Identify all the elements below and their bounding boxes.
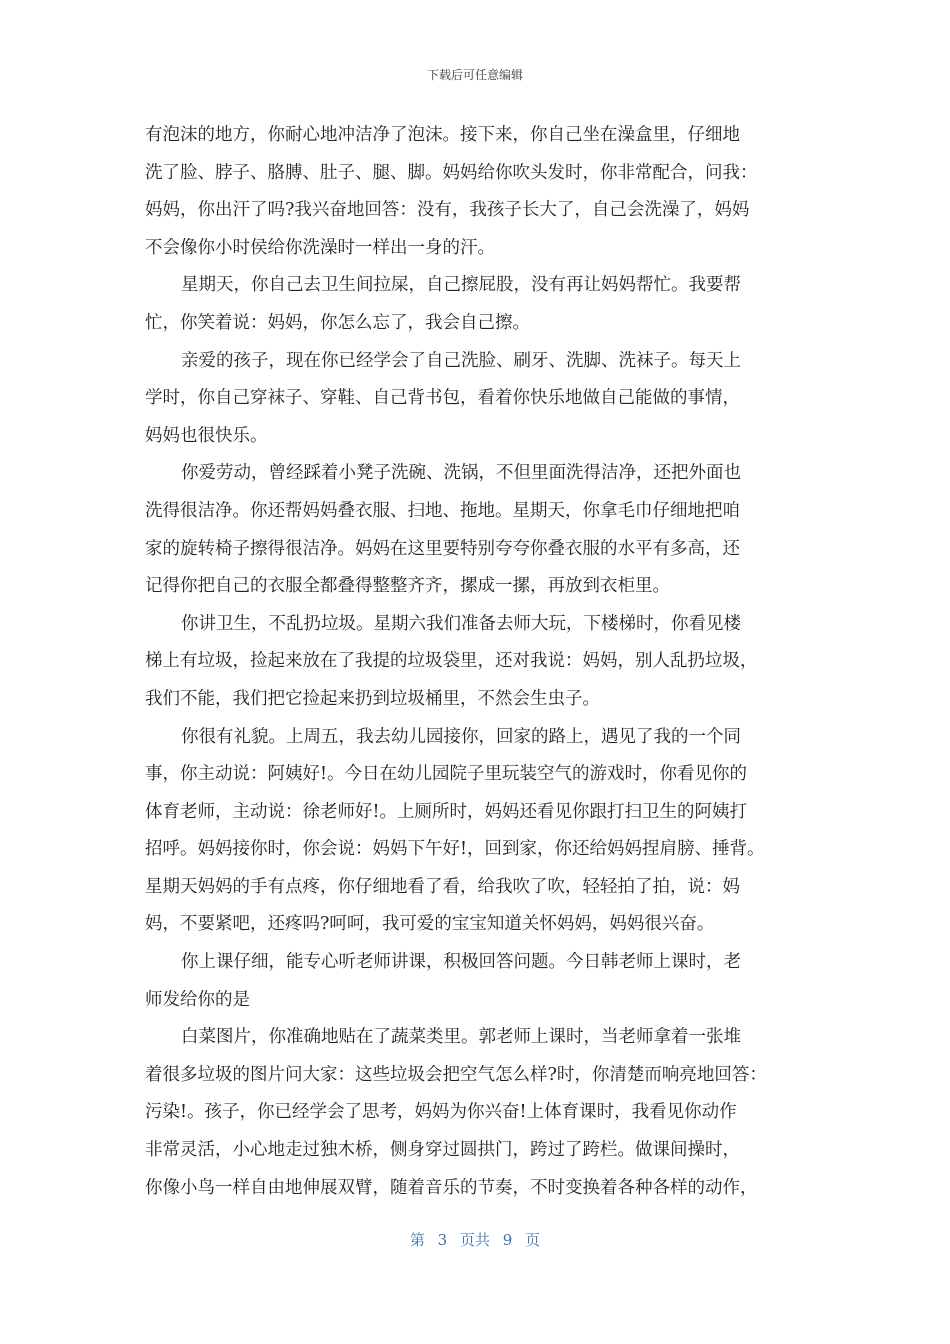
text-line: 梯上有垃圾，捡起来放在了我提的垃圾袋里，还对我说：妈妈，别人乱扔垃圾， [145,651,758,672]
text-line: 学时，你自己穿袜子、穿鞋、自己背书包，看着你快乐地做自己能做的事情， [145,388,740,409]
text-line: 星期天，你自己去卫生间拉屎，自己擦屁股，没有再让妈妈帮忙。我要帮 [181,275,741,296]
text-line: 你讲卫生，不乱扔垃圾。星期六我们准备去师大玩，下楼梯时，你看见楼 [181,613,741,634]
text-line: 招呼。妈妈接你时，你会说：妈妈下午好!，回到家，你还给妈妈捏肩膀、捶背。 [145,839,765,860]
text-line: 体育老师，主动说：徐老师好!。上厕所时，妈妈还看见你跟打扫卫生的阿姨打 [145,801,748,822]
footer-suffix: 页 [525,1231,541,1249]
text-line: 你像小鸟一样自由地伸展双臂，随着音乐的节奏，不时变换着各种各样的动作， [145,1177,758,1198]
text-line: 不会像你小时侯给你洗澡时一样出一身的汗。 [145,237,495,258]
text-line: 事，你主动说：阿姨好!。今日在幼儿园院子里玩装空气的游戏时，你看见你的 [145,764,748,785]
text-line: 师发给你的是 [145,989,250,1010]
footer-page-number: 3 [437,1231,448,1249]
text-line: 洗了脸、脖子、胳膊、肚子、腿、脚。妈妈给你吹头发时，你非常配合，问我： [145,162,758,183]
text-line: 家的旋转椅子擦得很洁净。妈妈在这里要特别夸夸你叠衣服的水平有多高，还 [145,538,740,559]
text-line: 妈妈也很快乐。 [145,425,268,446]
text-line: 星期天妈妈的手有点疼，你仔细地看了看，给我吹了吹，轻轻拍了拍，说：妈 [145,876,740,897]
footer-prefix: 第 [409,1231,425,1249]
text-line: 着很多垃圾的图片问大家：这些垃圾会把空气怎么样?时，你清楚而响亮地回答： [145,1064,767,1085]
text-line: 忙，你笑着说：妈妈，你怎么忘了，我会自己擦。 [145,312,530,333]
text-line: 记得你把自己的衣服全都叠得整整齐齐，摞成一摞，再放到衣柜里。 [145,576,670,597]
footer-middle: 页共 [459,1231,490,1249]
text-line: 有泡沫的地方，你耐心地冲洁净了泡沫。接下来，你自己坐在澡盒里，仔细地 [145,125,740,145]
text-line: 亲爱的孩子，现在你已经学会了自己洗脸、刷牙、洗脚、洗袜子。每天上 [181,350,741,371]
text-line: 污染!。孩子，你已经学会了思考，妈妈为你兴奋!上体育课时，我看见你动作 [145,1102,737,1123]
text-line: 你爱劳动，曾经踩着小凳子洗碗、洗锅，不但里面洗得洁净，还把外面也 [181,463,741,484]
text-line: 你很有礼貌。上周五，我去幼儿园接你，回家的路上，遇见了我的一个同 [181,726,741,747]
text-line: 非常灵活，小心地走过独木桥，侧身穿过圆拱门，跨过了跨栏。做课间操时， [145,1140,740,1161]
text-line: 洗得很洁净。你还帮妈妈叠衣服、扫地、拖地。星期天，你拿毛巾仔细地把咱 [145,500,740,521]
document-body [145,117,817,1207]
text-line: 你上课仔细，能专心听老师讲课，积极回答问题。今日韩老师上课时，老 [181,952,741,973]
page-footer [0,1229,950,1250]
text-line: 妈妈，你出汗了吗?我兴奋地回答：没有，我孩子长大了，自己会洗澡了，妈妈 [145,200,750,221]
text-line: 妈，不要紧吧，还疼吗?呵呵，我可爱的宝宝知道关怀妈妈，妈妈很兴奋。 [145,914,715,935]
footer-total-pages: 9 [502,1231,513,1249]
text-line: 白菜图片，你准确地贴在了蔬菜类里。郭老师上课时，当老师拿着一张堆 [181,1027,741,1048]
text-line: 我们不能，我们把它捡起来扔到垃圾桶里，不然会生虫子。 [145,688,600,709]
page-header: 下载后可任意编辑 [426,68,523,82]
